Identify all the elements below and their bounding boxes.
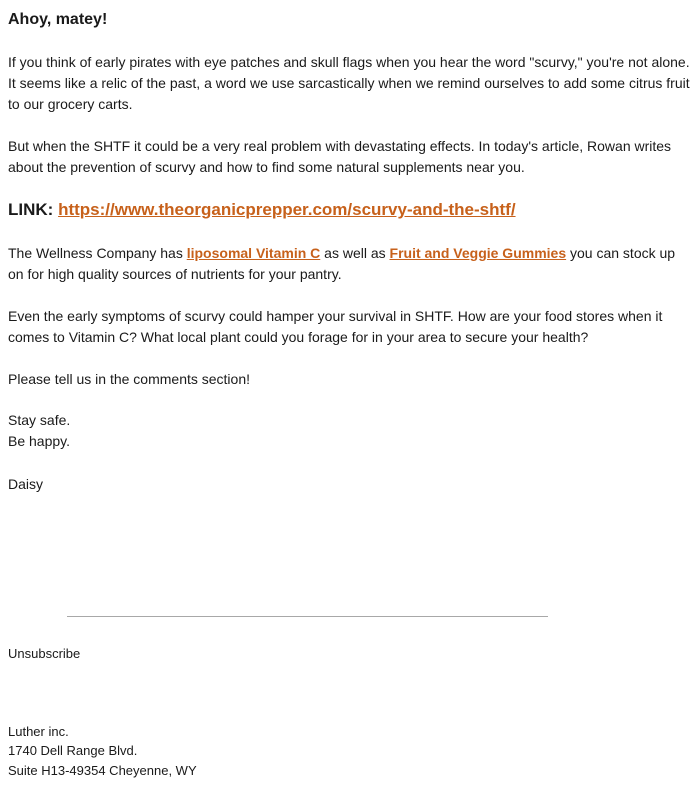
link-label: LINK: xyxy=(8,200,54,219)
question-paragraph: Even the early symptoms of scurvy could hamper your survival in SHTF. How are your food stores when it comes to Vitamin C? What local plant could you forage for in your area to secure your health? xyxy=(8,308,663,345)
wellness-paragraph xyxy=(8,243,692,285)
article-link[interactable]: https://www.theorganicprepper.com/scurvy-and-the-shtf/ xyxy=(58,200,516,219)
signoff-name: Daisy xyxy=(8,476,44,492)
footer-divider xyxy=(67,616,548,617)
intro-paragraph: If you think of early pirates with eye patches and skull flags when you hear the word "scurvy," you're not alone. It seems like a relic of the past, a word we use sarcastically when we remind ourselves to add some citrus fruit to our grocery carts. xyxy=(8,54,690,112)
article-link-line xyxy=(8,200,516,220)
fruit-veggie-gummies-link[interactable]: Fruit and Veggie Gummies xyxy=(389,245,567,261)
address-line-1: 1740 Dell Range Blvd. xyxy=(8,743,138,758)
comments-paragraph: Please tell us in the comments section! xyxy=(8,371,251,387)
signoff-line-1: Stay safe. xyxy=(8,412,71,428)
shtf-paragraph: But when the SHTF it could be a very real problem with devastating effects. In today's article, Rowan writes about the prevention of scurvy and how to find some natural supplements near you. xyxy=(8,138,672,175)
greeting-heading: Ahoy, matey! xyxy=(8,11,108,28)
liposomal-vitamin-c-link[interactable]: liposomal Vitamin C xyxy=(186,245,321,261)
unsubscribe-link[interactable]: Unsubscribe xyxy=(8,646,81,661)
wellness-suffix: you can stock up on for high quality sources of nutrients for your pantry. xyxy=(8,245,676,282)
wellness-prefix: The Wellness Company has xyxy=(8,245,183,261)
address-line-2: Suite H13-49354 Cheyenne, WY xyxy=(8,763,197,778)
signoff-line-2: Be happy. xyxy=(8,433,71,449)
company-name: Luther inc. xyxy=(8,724,69,739)
wellness-middle: as well as xyxy=(324,245,386,261)
